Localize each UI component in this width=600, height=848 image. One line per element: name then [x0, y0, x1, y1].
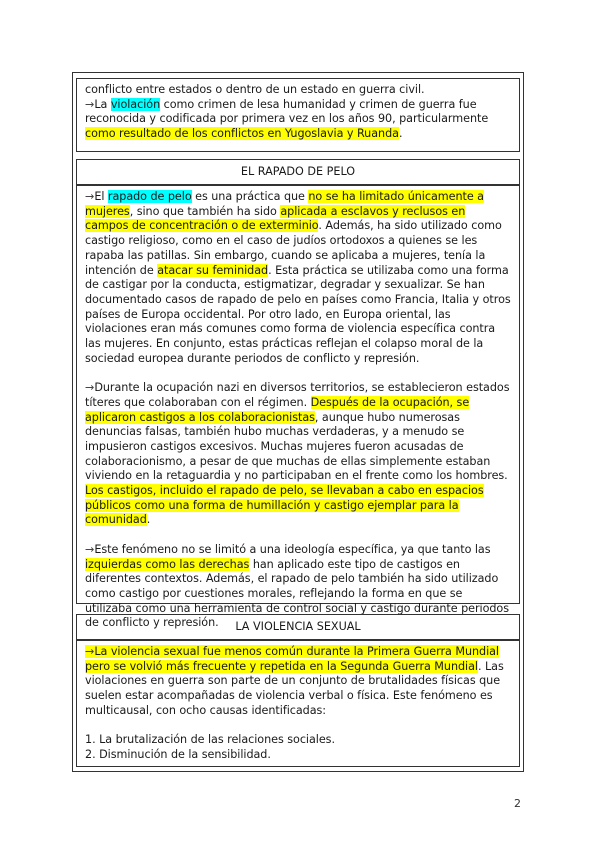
arrow-icon: → [85, 645, 95, 658]
highlight-yellow: Los castigos, incluido el rapado de pelo, se llevaban a cabo en espacios públicos como una forma de humillación y castigo ejemplar para la comunidad [85, 484, 484, 527]
highlight-yellow: aplicada a esclavos y reclusos en campos de concentración o de exterminio [85, 204, 466, 233]
text-run: . [398, 127, 403, 141]
highlight-yellow: como resultado de los conflictos en Yugoslavia y Ruanda [85, 127, 399, 141]
highlight-yellow: atacar su feminidad [157, 263, 269, 277]
highlight-cyan: rapado de pelo [107, 190, 192, 203]
causes-list [85, 733, 511, 762]
text-run: Este fenómeno no se limitó a una ideología específica, ya que tanto las [94, 542, 491, 556]
list-item: 2. Disminución de la sensibilidad. [85, 747, 271, 761]
violation-paragraph [85, 98, 511, 142]
text-run: , aunque hubo numerosas denuncias falsas, también hubo muchas verdaderas, y a menudo se impusieron castigos excesivos. Muchas mujeres fueron acusadas de colaboracionismo, a pesar de que muchas de ellas simplemente estaban viviendo en la retaguardia y no participaban en el frente como los hombres. [85, 410, 508, 483]
text-run: es una práctica que [191, 190, 309, 203]
highlight-yellow: La violencia sexual fue menos común durante la Primera Guerra Mundial pero se volvió más frecuente y repetida en la Segunda Guerra Mundial [85, 645, 499, 673]
violencia-text-box [76, 640, 520, 767]
highlight-yellow: izquierdas como las derechas [85, 557, 250, 571]
intro-line: conflicto entre estados o dentro de un estado en guerra civil. [85, 83, 425, 96]
violencia-paragraph-1 [85, 645, 511, 719]
text-run: . [146, 513, 151, 527]
text-run: , sino que también ha sido [129, 204, 281, 218]
text-run: han aplicado este tipo de castigos en diferentes contextos. Además, el rapado de pelo también ha sido utilizado como castigo por cuestiones morales, reflejando la forma en que se utilizaba como una herramienta de control social y castigo durante periodos de conflicto y represión. [85, 557, 510, 630]
rapado-paragraph-2 [85, 381, 511, 528]
list-item: 1. La brutalización de las relaciones sociales. [85, 733, 335, 747]
highlight-cyan: violación [110, 97, 161, 111]
arrow-icon: → [85, 542, 95, 556]
arrow-icon: → [85, 190, 95, 203]
page-number: 2 [514, 797, 521, 810]
rapado-paragraph-1 [85, 190, 511, 366]
arrow-icon: → [85, 97, 95, 111]
text-run: Durante la ocupación nazi en diversos territorios, se establecieron estados títeres que colaboraban con el régimen. [85, 381, 510, 409]
text-run: La [94, 97, 111, 111]
text-run: . Las violaciones en guerra son parte de un conjunto de brutalidades físicas que suelen estar acompañadas de violencia verbal o física. Este fenómeno es multicausal, con ocho causas identificadas: [85, 659, 504, 717]
arrow-icon: → [85, 381, 95, 395]
highlight-yellow: no se ha limitado únicamente a mujeres [85, 190, 484, 218]
highlight-yellow: Después de la ocupación, se aplicaron castigos a los colaboracionistas [85, 395, 470, 424]
intro-text-box [76, 78, 520, 152]
section-heading-violencia: LA VIOLENCIA SEXUAL [76, 614, 520, 640]
text-run: . Además, ha sido utilizado como castigo religioso, como en el caso de judíos ortodoxos a quienes se les rapaba las patillas. Sin embargo, cuando se aplicaba a mujeres, tenía la intención de [85, 219, 502, 277]
text-run: El [94, 190, 108, 203]
text-run: . Esta práctica se utilizaba como una forma de castigar por la conducta, estigmatizar, degradar y sexualizar. Se han documentado casos de rapado de pelo en países como Francia, Italia y otros países de Europa occidental. Por otro lado, en Europa oriental, las violaciones eran más comunes como forma de violencia específica contra las mujeres. En conjunto, estas prácticas reflejan el colapso moral de la sociedad europea durante periodos de conflicto y represión. [85, 263, 511, 365]
text-run: como crimen de lesa humanidad y crimen de guerra fue reconocida y codificada por primera vez en los años 90, particularmente [85, 97, 489, 126]
section-heading-rapado: EL RAPADO DE PELO [76, 159, 520, 185]
